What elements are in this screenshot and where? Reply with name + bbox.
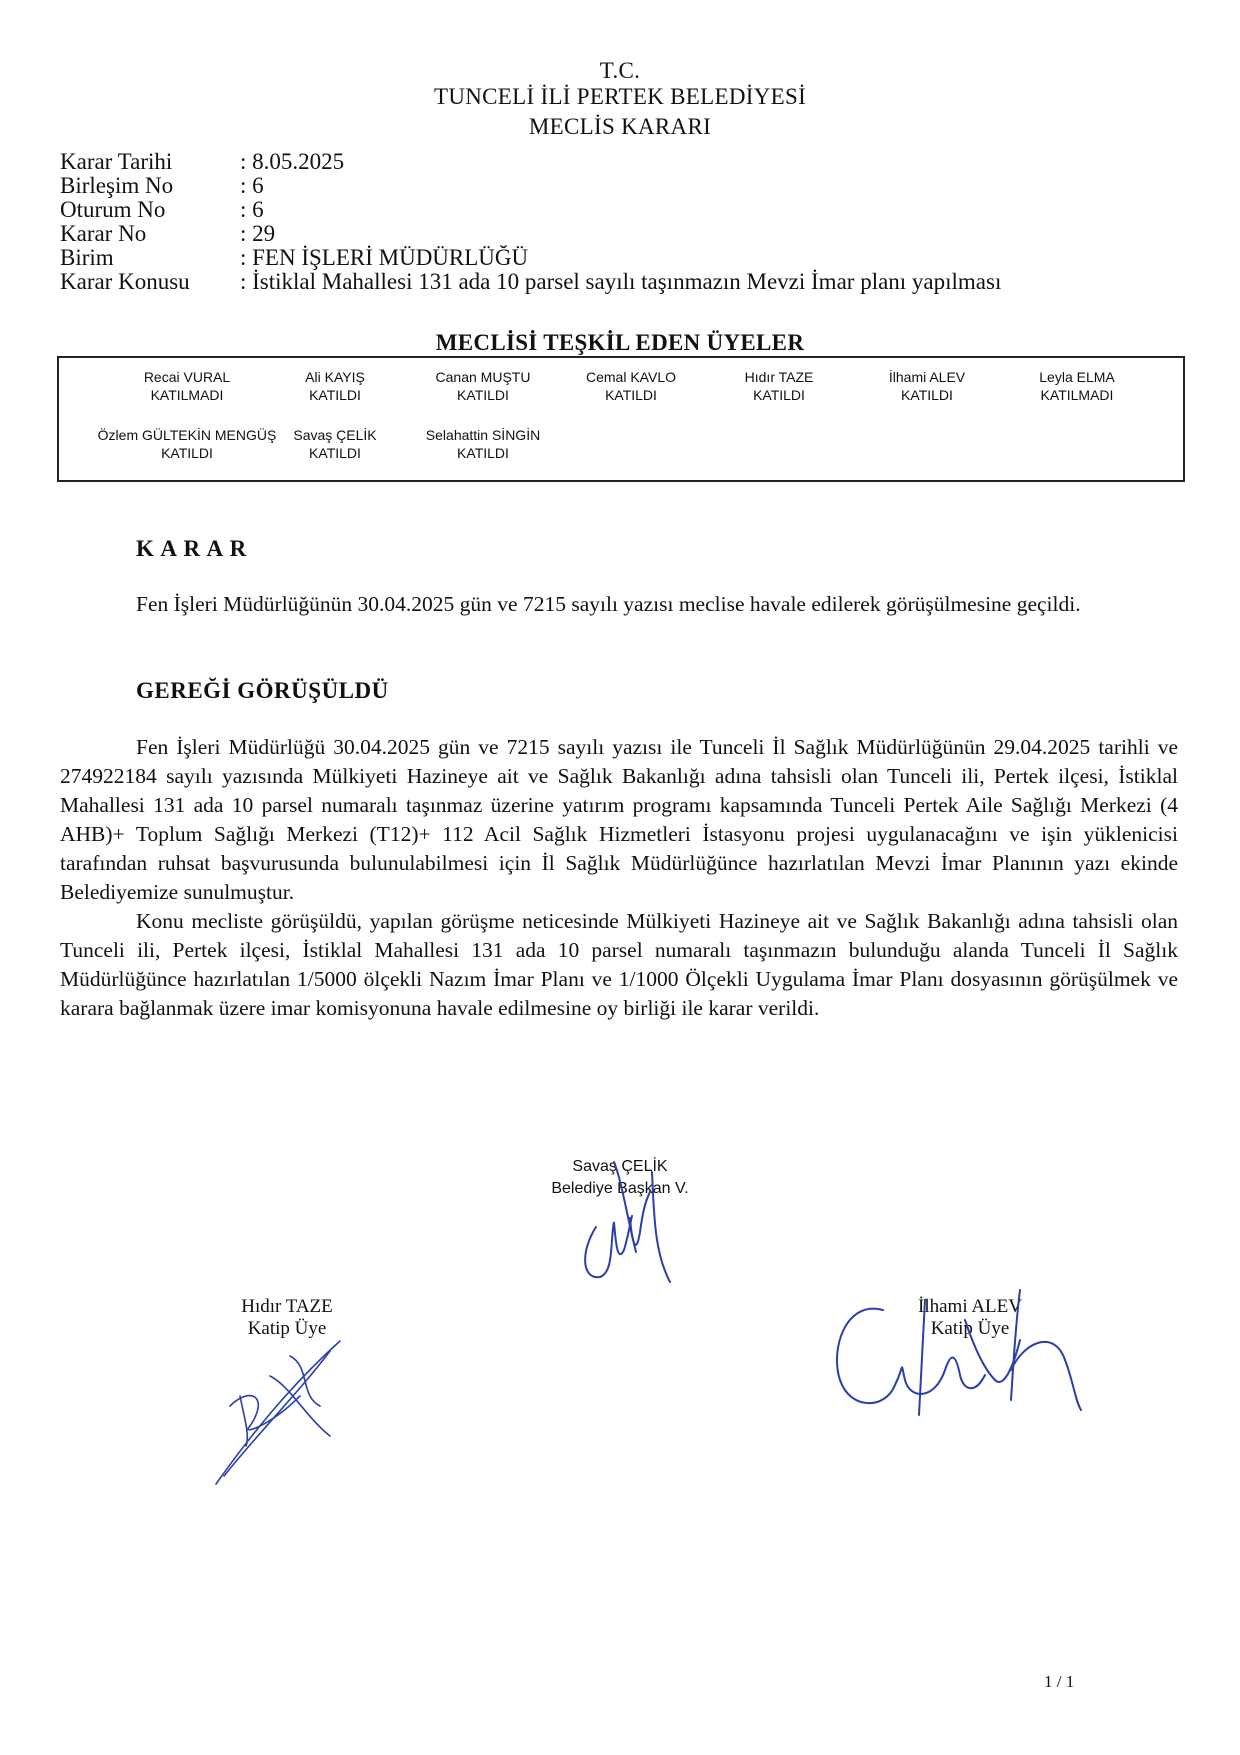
member-name: Ali KAYIŞ xyxy=(305,369,365,385)
member-name: Recai VURAL xyxy=(143,369,231,385)
clerk1-title: Katip Üye xyxy=(247,1318,327,1339)
member-name: Leyla ELMA xyxy=(1039,369,1115,385)
mayor-title: Belediye Başkan V. xyxy=(551,1180,689,1197)
member-status: KATILDI xyxy=(605,387,657,403)
info-row-date xyxy=(60,150,344,174)
member-status: KATILMADI xyxy=(150,387,224,403)
info-value: : 29 xyxy=(240,221,276,246)
member-status: KATILDI xyxy=(901,387,953,403)
member-status: KATILDI xyxy=(161,445,213,461)
member-entry xyxy=(305,368,365,404)
member-entry xyxy=(293,426,376,462)
member-status: KATILDI xyxy=(457,387,509,403)
members-title: MECLİSİ TEŞKİL EDEN ÜYELER xyxy=(435,330,805,355)
member-status: KATILDI xyxy=(457,445,509,461)
info-row-sitting xyxy=(60,198,264,222)
info-value: : FEN İŞLERİ MÜDÜRLÜĞÜ xyxy=(240,245,529,270)
member-entry xyxy=(889,368,965,404)
member-entry xyxy=(745,368,814,404)
member-status: KATILDI xyxy=(753,387,805,403)
header-municipality: TUNCELİ İLİ PERTEK BELEDİYESİ xyxy=(433,84,807,109)
info-label: Oturum No xyxy=(60,197,166,222)
info-label: Karar Konusu xyxy=(60,269,190,294)
info-label: Karar No xyxy=(60,221,147,246)
clerk1-signature xyxy=(210,1336,360,1486)
info-label: Birim xyxy=(60,245,114,270)
page-number: 1 / 1 xyxy=(1044,1672,1075,1691)
karar-paragraph xyxy=(60,590,1178,619)
member-entry xyxy=(426,426,540,462)
member-entry xyxy=(1039,368,1114,404)
clerk1-name: Hıdır TAZE xyxy=(241,1296,333,1317)
decision-paragraph-1: Fen İşleri Müdürlüğü 30.04.2025 gün ve 7215 sayılı yazısı ile Tunceli İl Sağlık Müdürlüğünün 29.04.2025 tarihli ve 274922184 sayılı yazısında Mülkiyeti Hazineye ait ve Sağlık Bakanlığı adına tahsisli olan Tunceli ili, Pertek ilçesi, İstiklal Mahallesi 131 ada 10 parsel numaralı taşınmaz üzerine yatırım programı kapsamında Tunceli Pertek Aile Sağlığı Merkezi (4 AHB)+ Toplum Sağlığı Merkezi (T12)+ 112 Acil Sağlık Hizmetleri İstasyonu projesi uygulanacağını ve işin yüklenicisi tarafından ruhsat başvurusunda bulunulabilmesi için İl Sağlık Müdürlüğünce hazırlatılan Mevzi İmar Planının yazı ekinde Belediyemize sunulmuştur. xyxy=(60,735,1178,904)
member-name: Canan MUŞTU xyxy=(435,369,531,385)
member-name: Özlem GÜLTEKİN MENGÜŞ xyxy=(97,427,277,443)
member-status: KATILDI xyxy=(309,445,361,461)
karar-heading: K A R A R xyxy=(136,536,248,561)
info-value: : 8.05.2025 xyxy=(240,149,345,174)
header-decision-title: MECLİS KARARI xyxy=(528,114,712,139)
info-value: : 6 xyxy=(240,197,264,222)
member-entry xyxy=(586,368,676,404)
member-name: Savaş ÇELİK xyxy=(293,427,377,443)
info-row-unit xyxy=(60,246,528,270)
info-row-subject xyxy=(60,270,1001,294)
clerk1-signature-block xyxy=(222,1296,352,1340)
mayor-name: Savaş ÇELİK xyxy=(572,1158,668,1175)
decision-body xyxy=(60,733,1178,1023)
member-entry xyxy=(144,368,230,404)
member-entry xyxy=(436,368,531,404)
info-label: Birleşim No xyxy=(60,173,174,198)
member-name: İlhami ALEV xyxy=(888,369,966,385)
info-label: Karar Tarihi xyxy=(60,149,173,174)
info-row-decision-no xyxy=(60,222,275,246)
member-name: Selahattin SİNGİN xyxy=(425,427,541,443)
clerk2-title: Katip Üye xyxy=(930,1318,1010,1339)
member-status: KATILMADI xyxy=(1040,387,1114,403)
clerk2-signature xyxy=(825,1280,1085,1420)
header-tc: T.C. xyxy=(599,58,641,83)
member-entry xyxy=(98,426,277,462)
info-value: : İstiklal Mahallesi 131 ada 10 parsel sayılı taşınmazın Mevzi İmar planı yapılması xyxy=(240,269,1002,294)
member-status: KATILDI xyxy=(309,387,361,403)
info-row-session xyxy=(60,174,264,198)
geregi-heading: GEREĞİ GÖRÜŞÜLDÜ xyxy=(136,678,389,703)
karar-text: Fen İşleri Müdürlüğünün 30.04.2025 gün ve 7215 sayılı yazısı meclise havale edilerek görüşülmesine geçildi. xyxy=(136,592,1081,616)
member-name: Cemal KAVLO xyxy=(586,369,676,385)
decision-paragraph-2: Konu mecliste görüşüldü, yapılan görüşme neticesinde Mülkiyeti Hazineye ait ve Sağlık Bakanlığı adına tahsisli olan Tunceli ili, Pertek ilçesi, İstiklal Mahallesi 131 ada 10 parsel numaralı taşınmazın bulunduğu alanda Tunceli İl Sağlık Müdürlüğünce hazırlatılan 1/5000 ölçekli Nazım İmar Planı ve 1/1000 Ölçekli Uygulama İmar Planı dosyasının görüşülmek ve karara bağlanmak üzere imar komisyonuna havale edilmesine oy birliği ile karar verildi. xyxy=(60,909,1178,1020)
clerk2-name: İlhami ALEV xyxy=(918,1296,1022,1317)
mayor-signature xyxy=(570,1152,690,1282)
info-value: : 6 xyxy=(240,173,264,198)
members-box xyxy=(57,356,1185,482)
member-name: Hıdır TAZE xyxy=(744,369,814,385)
